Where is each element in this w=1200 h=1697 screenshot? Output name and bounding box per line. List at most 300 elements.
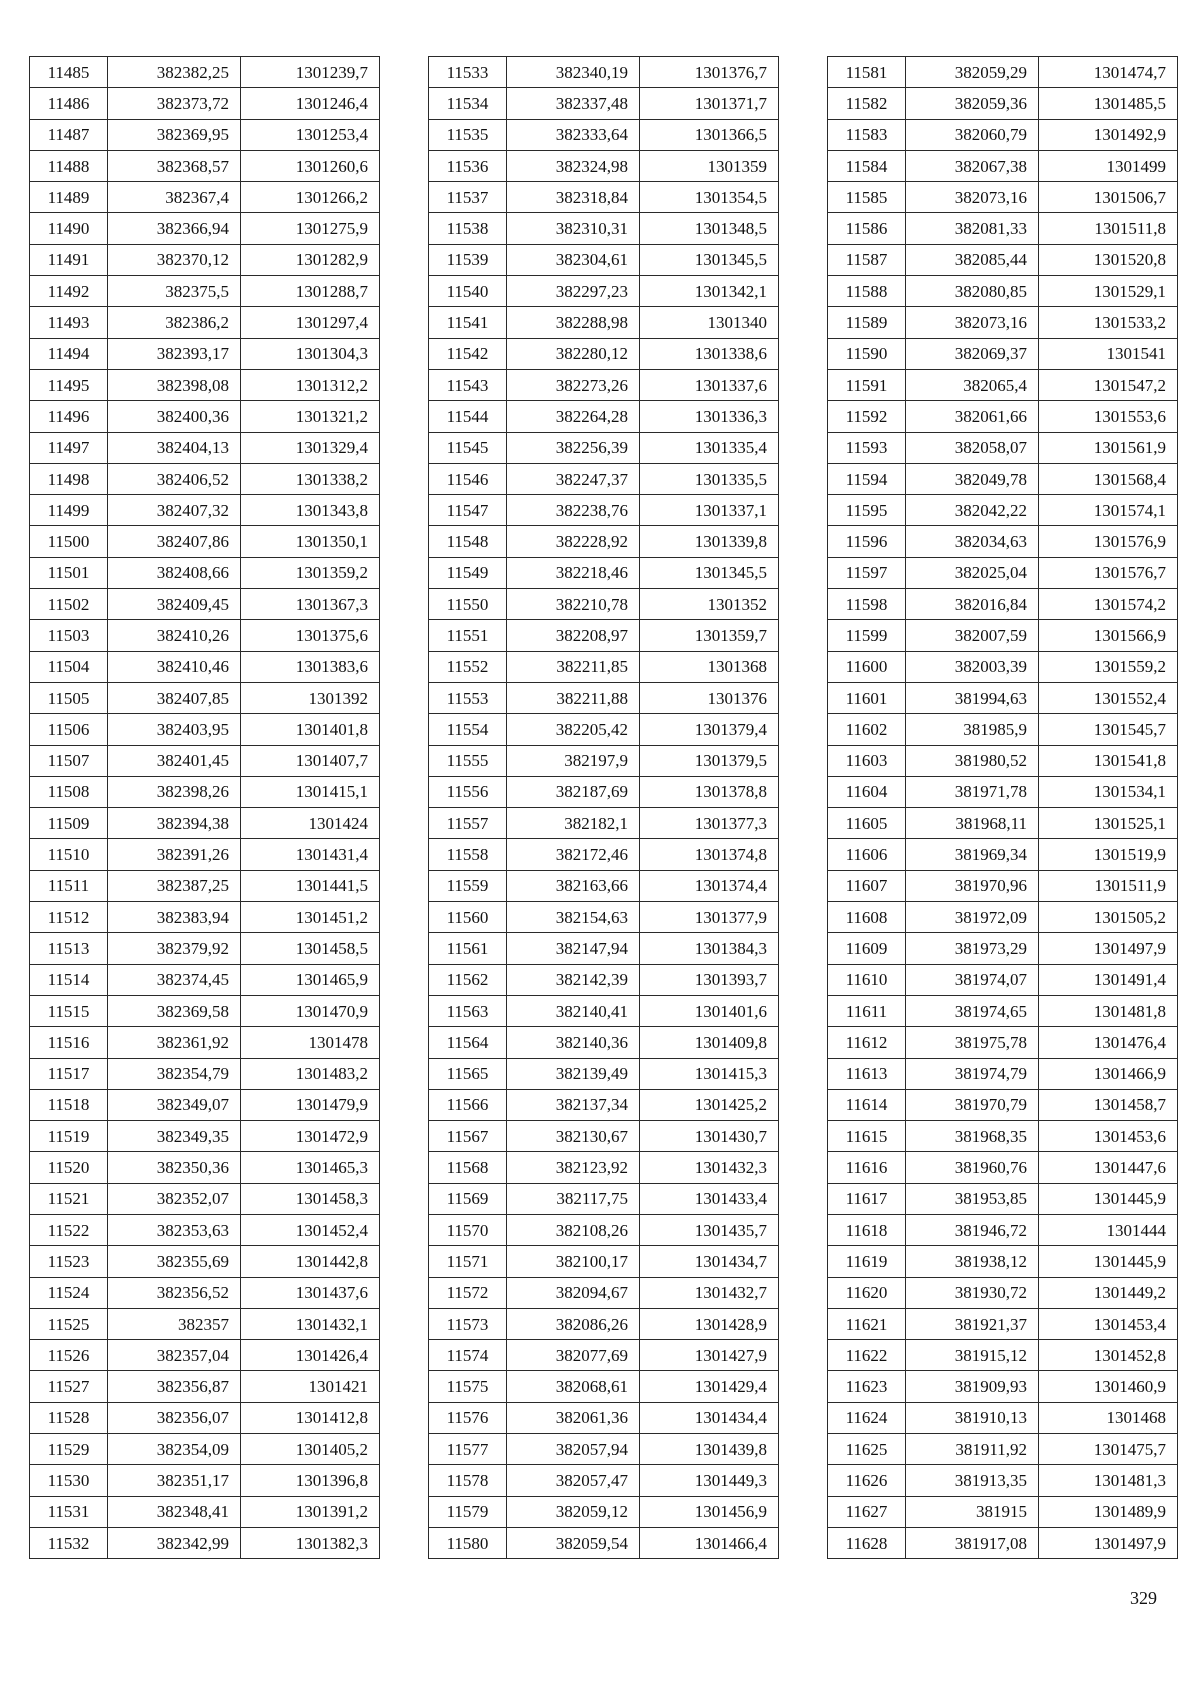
point-number-cell: 11538 xyxy=(429,213,507,244)
x-coordinate-cell: 382394,38 xyxy=(108,808,241,839)
x-coordinate-cell: 382386,2 xyxy=(108,307,241,338)
table-row xyxy=(828,369,1178,400)
y-coordinate-cell: 1301485,5 xyxy=(1039,88,1178,119)
table-row xyxy=(429,808,779,839)
table-row xyxy=(828,1027,1178,1058)
x-coordinate-cell: 382256,39 xyxy=(507,432,640,463)
x-coordinate-cell: 382016,84 xyxy=(906,589,1039,620)
y-coordinate-cell: 1301435,7 xyxy=(640,1214,779,1245)
y-coordinate-cell: 1301426,4 xyxy=(241,1340,380,1371)
y-coordinate-cell: 1301405,2 xyxy=(241,1434,380,1465)
table-row xyxy=(30,870,380,901)
point-number-cell: 11599 xyxy=(828,620,906,651)
y-coordinate-cell: 1301407,7 xyxy=(241,745,380,776)
x-coordinate-cell: 382318,84 xyxy=(507,182,640,213)
x-coordinate-cell: 382210,78 xyxy=(507,589,640,620)
table-row xyxy=(828,1527,1178,1558)
table-row xyxy=(30,1246,380,1277)
point-number-cell: 11521 xyxy=(30,1183,108,1214)
y-coordinate-cell: 1301460,9 xyxy=(1039,1371,1178,1402)
table-row xyxy=(30,557,380,588)
point-number-cell: 11567 xyxy=(429,1121,507,1152)
x-coordinate-cell: 381915,12 xyxy=(906,1340,1039,1371)
y-coordinate-cell: 1301352 xyxy=(640,589,779,620)
point-number-cell: 11526 xyxy=(30,1340,108,1371)
table-row xyxy=(429,495,779,526)
table-row xyxy=(429,745,779,776)
y-coordinate-cell: 1301374,8 xyxy=(640,839,779,870)
x-coordinate-cell: 382059,36 xyxy=(906,88,1039,119)
point-number-cell: 11576 xyxy=(429,1402,507,1433)
point-number-cell: 11546 xyxy=(429,463,507,494)
x-coordinate-cell: 381953,85 xyxy=(906,1183,1039,1214)
point-number-cell: 11489 xyxy=(30,182,108,213)
point-number-cell: 11555 xyxy=(429,745,507,776)
x-coordinate-cell: 382197,9 xyxy=(507,745,640,776)
point-number-cell: 11575 xyxy=(429,1371,507,1402)
x-coordinate-cell: 382357,04 xyxy=(108,1340,241,1371)
point-number-cell: 11560 xyxy=(429,902,507,933)
table-row xyxy=(828,88,1178,119)
x-coordinate-cell: 382042,22 xyxy=(906,495,1039,526)
x-coordinate-cell: 381985,9 xyxy=(906,714,1039,745)
table-row xyxy=(30,1152,380,1183)
point-number-cell: 11518 xyxy=(30,1089,108,1120)
table-row xyxy=(429,995,779,1026)
y-coordinate-cell: 1301497,9 xyxy=(1039,933,1178,964)
y-coordinate-cell: 1301445,9 xyxy=(1039,1246,1178,1277)
point-number-cell: 11586 xyxy=(828,213,906,244)
y-coordinate-cell: 1301449,3 xyxy=(640,1465,779,1496)
y-coordinate-cell: 1301359,2 xyxy=(241,557,380,588)
table-row xyxy=(828,1308,1178,1339)
x-coordinate-cell: 382404,13 xyxy=(108,432,241,463)
table-row xyxy=(828,964,1178,995)
point-number-cell: 11583 xyxy=(828,119,906,150)
table-row xyxy=(30,307,380,338)
x-coordinate-cell: 382352,07 xyxy=(108,1183,241,1214)
table-row xyxy=(828,1183,1178,1214)
point-number-cell: 11531 xyxy=(30,1496,108,1527)
x-coordinate-cell: 382140,41 xyxy=(507,995,640,1026)
x-coordinate-cell: 382354,09 xyxy=(108,1434,241,1465)
table-row xyxy=(429,1496,779,1527)
y-coordinate-cell: 1301456,9 xyxy=(640,1496,779,1527)
y-coordinate-cell: 1301350,1 xyxy=(241,526,380,557)
y-coordinate-cell: 1301453,6 xyxy=(1039,1121,1178,1152)
table-row xyxy=(828,213,1178,244)
point-number-cell: 11485 xyxy=(30,57,108,88)
x-coordinate-cell: 382401,45 xyxy=(108,745,241,776)
table-row xyxy=(429,839,779,870)
y-coordinate-cell: 1301430,7 xyxy=(640,1121,779,1152)
point-number-cell: 11604 xyxy=(828,776,906,807)
table-row xyxy=(429,276,779,307)
point-number-cell: 11513 xyxy=(30,933,108,964)
table-row xyxy=(828,276,1178,307)
y-coordinate-cell: 1301335,5 xyxy=(640,463,779,494)
y-coordinate-cell: 1301412,8 xyxy=(241,1402,380,1433)
x-coordinate-cell: 381915 xyxy=(906,1496,1039,1527)
table-row xyxy=(429,776,779,807)
y-coordinate-cell: 1301470,9 xyxy=(241,995,380,1026)
x-coordinate-cell: 381921,37 xyxy=(906,1308,1039,1339)
y-coordinate-cell: 1301391,2 xyxy=(241,1496,380,1527)
x-coordinate-cell: 382337,48 xyxy=(507,88,640,119)
table-row xyxy=(429,1527,779,1558)
table-row xyxy=(828,995,1178,1026)
table-row xyxy=(30,1121,380,1152)
y-coordinate-cell: 1301466,9 xyxy=(1039,1058,1178,1089)
y-coordinate-cell: 1301434,7 xyxy=(640,1246,779,1277)
table-row xyxy=(429,338,779,369)
table-row xyxy=(828,1277,1178,1308)
y-coordinate-cell: 1301437,6 xyxy=(241,1277,380,1308)
table-row xyxy=(828,1434,1178,1465)
table-row xyxy=(30,88,380,119)
point-number-cell: 11581 xyxy=(828,57,906,88)
x-coordinate-cell: 382357 xyxy=(108,1308,241,1339)
point-number-cell: 11595 xyxy=(828,495,906,526)
table-row xyxy=(828,839,1178,870)
x-coordinate-cell: 382342,99 xyxy=(108,1527,241,1558)
x-coordinate-cell: 382407,32 xyxy=(108,495,241,526)
y-coordinate-cell: 1301359 xyxy=(640,150,779,181)
y-coordinate-cell: 1301376 xyxy=(640,682,779,713)
point-number-cell: 11564 xyxy=(429,1027,507,1058)
x-coordinate-cell: 382356,07 xyxy=(108,1402,241,1433)
x-coordinate-cell: 381972,09 xyxy=(906,902,1039,933)
table-row xyxy=(828,776,1178,807)
table-row xyxy=(429,1371,779,1402)
y-coordinate-cell: 1301444 xyxy=(1039,1214,1178,1245)
table-row xyxy=(828,495,1178,526)
x-coordinate-cell: 382304,61 xyxy=(507,244,640,275)
y-coordinate-cell: 1301335,4 xyxy=(640,432,779,463)
y-coordinate-cell: 1301337,1 xyxy=(640,495,779,526)
table-row xyxy=(30,933,380,964)
point-number-cell: 11574 xyxy=(429,1340,507,1371)
x-coordinate-cell: 382100,17 xyxy=(507,1246,640,1277)
point-number-cell: 11609 xyxy=(828,933,906,964)
y-coordinate-cell: 1301574,1 xyxy=(1039,495,1178,526)
x-coordinate-cell: 382094,67 xyxy=(507,1277,640,1308)
x-coordinate-cell: 381960,76 xyxy=(906,1152,1039,1183)
point-number-cell: 11543 xyxy=(429,369,507,400)
x-coordinate-cell: 382081,33 xyxy=(906,213,1039,244)
x-coordinate-cell: 382085,44 xyxy=(906,244,1039,275)
x-coordinate-cell: 381909,93 xyxy=(906,1371,1039,1402)
table-row xyxy=(828,1152,1178,1183)
x-coordinate-cell: 382367,4 xyxy=(108,182,241,213)
table-row xyxy=(828,1371,1178,1402)
table-row xyxy=(30,839,380,870)
point-number-cell: 11503 xyxy=(30,620,108,651)
x-coordinate-cell: 382238,76 xyxy=(507,495,640,526)
table-row xyxy=(30,276,380,307)
point-number-cell: 11611 xyxy=(828,995,906,1026)
x-coordinate-cell: 382080,85 xyxy=(906,276,1039,307)
point-number-cell: 11536 xyxy=(429,150,507,181)
y-coordinate-cell: 1301574,2 xyxy=(1039,589,1178,620)
y-coordinate-cell: 1301359,7 xyxy=(640,620,779,651)
point-number-cell: 11618 xyxy=(828,1214,906,1245)
table-row xyxy=(828,870,1178,901)
point-number-cell: 11603 xyxy=(828,745,906,776)
table-row xyxy=(828,745,1178,776)
point-number-cell: 11529 xyxy=(30,1434,108,1465)
x-coordinate-cell: 382408,66 xyxy=(108,557,241,588)
table-row xyxy=(828,150,1178,181)
table-row xyxy=(828,620,1178,651)
y-coordinate-cell: 1301340 xyxy=(640,307,779,338)
point-number-cell: 11510 xyxy=(30,839,108,870)
table-row xyxy=(30,1371,380,1402)
x-coordinate-cell: 381917,08 xyxy=(906,1527,1039,1558)
x-coordinate-cell: 382059,12 xyxy=(507,1496,640,1527)
point-number-cell: 11605 xyxy=(828,808,906,839)
table-row xyxy=(30,244,380,275)
x-coordinate-cell: 382205,42 xyxy=(507,714,640,745)
x-coordinate-cell: 382086,26 xyxy=(507,1308,640,1339)
y-coordinate-cell: 1301452,8 xyxy=(1039,1340,1178,1371)
x-coordinate-cell: 382387,25 xyxy=(108,870,241,901)
table-row xyxy=(828,1121,1178,1152)
table-row xyxy=(429,182,779,213)
table-row xyxy=(828,902,1178,933)
y-coordinate-cell: 1301376,7 xyxy=(640,57,779,88)
x-coordinate-cell: 382208,97 xyxy=(507,620,640,651)
table-row xyxy=(30,902,380,933)
x-coordinate-cell: 382117,75 xyxy=(507,1183,640,1214)
x-coordinate-cell: 381970,79 xyxy=(906,1089,1039,1120)
x-coordinate-cell: 382061,36 xyxy=(507,1402,640,1433)
x-coordinate-cell: 382172,46 xyxy=(507,839,640,870)
table-row xyxy=(828,119,1178,150)
y-coordinate-cell: 1301547,2 xyxy=(1039,369,1178,400)
y-coordinate-cell: 1301442,8 xyxy=(241,1246,380,1277)
x-coordinate-cell: 382383,94 xyxy=(108,902,241,933)
x-coordinate-cell: 382049,78 xyxy=(906,463,1039,494)
table-row xyxy=(429,902,779,933)
y-coordinate-cell: 1301468 xyxy=(1039,1402,1178,1433)
point-number-cell: 11516 xyxy=(30,1027,108,1058)
x-coordinate-cell: 382280,12 xyxy=(507,338,640,369)
x-coordinate-cell: 382355,69 xyxy=(108,1246,241,1277)
x-coordinate-cell: 381973,29 xyxy=(906,933,1039,964)
y-coordinate-cell: 1301379,4 xyxy=(640,714,779,745)
point-number-cell: 11561 xyxy=(429,933,507,964)
y-coordinate-cell: 1301553,6 xyxy=(1039,401,1178,432)
x-coordinate-cell: 382065,4 xyxy=(906,369,1039,400)
table-row xyxy=(828,714,1178,745)
table-row xyxy=(429,150,779,181)
table-row xyxy=(30,651,380,682)
point-number-cell: 11572 xyxy=(429,1277,507,1308)
point-number-cell: 11511 xyxy=(30,870,108,901)
y-coordinate-cell: 1301499 xyxy=(1039,150,1178,181)
table-row xyxy=(30,964,380,995)
y-coordinate-cell: 1301425,2 xyxy=(640,1089,779,1120)
x-coordinate-cell: 382058,07 xyxy=(906,432,1039,463)
x-coordinate-cell: 382061,66 xyxy=(906,401,1039,432)
point-number-cell: 11565 xyxy=(429,1058,507,1089)
point-number-cell: 11580 xyxy=(429,1527,507,1558)
y-coordinate-cell: 1301511,9 xyxy=(1039,870,1178,901)
x-coordinate-cell: 381946,72 xyxy=(906,1214,1039,1245)
y-coordinate-cell: 1301288,7 xyxy=(241,276,380,307)
y-coordinate-cell: 1301489,9 xyxy=(1039,1496,1178,1527)
table-row xyxy=(828,1058,1178,1089)
x-coordinate-cell: 382349,35 xyxy=(108,1121,241,1152)
coordinate-table-middle xyxy=(428,56,779,1559)
x-coordinate-cell: 382034,63 xyxy=(906,526,1039,557)
y-coordinate-cell: 1301354,5 xyxy=(640,182,779,213)
point-number-cell: 11615 xyxy=(828,1121,906,1152)
y-coordinate-cell: 1301253,4 xyxy=(241,119,380,150)
table-row xyxy=(30,776,380,807)
y-coordinate-cell: 1301239,7 xyxy=(241,57,380,88)
y-coordinate-cell: 1301561,9 xyxy=(1039,432,1178,463)
point-number-cell: 11488 xyxy=(30,150,108,181)
point-number-cell: 11544 xyxy=(429,401,507,432)
table-row xyxy=(30,495,380,526)
y-coordinate-cell: 1301458,3 xyxy=(241,1183,380,1214)
x-coordinate-cell: 382391,26 xyxy=(108,839,241,870)
y-coordinate-cell: 1301392 xyxy=(241,682,380,713)
page-number: 329 xyxy=(1130,1588,1157,1608)
table-row xyxy=(30,1089,380,1120)
y-coordinate-cell: 1301432,1 xyxy=(241,1308,380,1339)
x-coordinate-cell: 382218,46 xyxy=(507,557,640,588)
table-row xyxy=(429,1183,779,1214)
point-number-cell: 11524 xyxy=(30,1277,108,1308)
table-row xyxy=(30,526,380,557)
point-number-cell: 11601 xyxy=(828,682,906,713)
table-row xyxy=(429,526,779,557)
table-row xyxy=(828,1246,1178,1277)
table-row xyxy=(429,1465,779,1496)
x-coordinate-cell: 382400,36 xyxy=(108,401,241,432)
point-number-cell: 11527 xyxy=(30,1371,108,1402)
point-number-cell: 11617 xyxy=(828,1183,906,1214)
y-coordinate-cell: 1301321,2 xyxy=(241,401,380,432)
y-coordinate-cell: 1301338,6 xyxy=(640,338,779,369)
y-coordinate-cell: 1301541,8 xyxy=(1039,745,1178,776)
table-row xyxy=(828,463,1178,494)
y-coordinate-cell: 1301433,4 xyxy=(640,1183,779,1214)
point-number-cell: 11552 xyxy=(429,651,507,682)
y-coordinate-cell: 1301497,9 xyxy=(1039,1527,1178,1558)
table-row xyxy=(30,1058,380,1089)
table-row xyxy=(30,589,380,620)
x-coordinate-cell: 382264,28 xyxy=(507,401,640,432)
point-number-cell: 11528 xyxy=(30,1402,108,1433)
table-row xyxy=(429,870,779,901)
y-coordinate-cell: 1301541 xyxy=(1039,338,1178,369)
table-row xyxy=(30,1527,380,1558)
table-row xyxy=(828,1340,1178,1371)
x-coordinate-cell: 382273,26 xyxy=(507,369,640,400)
y-coordinate-cell: 1301441,5 xyxy=(241,870,380,901)
point-number-cell: 11540 xyxy=(429,276,507,307)
table-row xyxy=(429,1214,779,1245)
y-coordinate-cell: 1301424 xyxy=(241,808,380,839)
x-coordinate-cell: 382354,79 xyxy=(108,1058,241,1089)
y-coordinate-cell: 1301378,8 xyxy=(640,776,779,807)
point-number-cell: 11582 xyxy=(828,88,906,119)
coordinate-table-left xyxy=(29,56,380,1559)
y-coordinate-cell: 1301384,3 xyxy=(640,933,779,964)
table-row xyxy=(30,182,380,213)
table-row xyxy=(429,933,779,964)
point-number-cell: 11525 xyxy=(30,1308,108,1339)
y-coordinate-cell: 1301491,4 xyxy=(1039,964,1178,995)
y-coordinate-cell: 1301246,4 xyxy=(241,88,380,119)
point-number-cell: 11553 xyxy=(429,682,507,713)
table-row xyxy=(828,57,1178,88)
y-coordinate-cell: 1301415,3 xyxy=(640,1058,779,1089)
table-row xyxy=(429,1121,779,1152)
x-coordinate-cell: 381910,13 xyxy=(906,1402,1039,1433)
point-number-cell: 11613 xyxy=(828,1058,906,1089)
point-number-cell: 11568 xyxy=(429,1152,507,1183)
y-coordinate-cell: 1301431,4 xyxy=(241,839,380,870)
point-number-cell: 11556 xyxy=(429,776,507,807)
point-number-cell: 11519 xyxy=(30,1121,108,1152)
y-coordinate-cell: 1301472,9 xyxy=(241,1121,380,1152)
point-number-cell: 11622 xyxy=(828,1340,906,1371)
x-coordinate-cell: 382369,95 xyxy=(108,119,241,150)
table-row xyxy=(828,808,1178,839)
table-row xyxy=(429,1152,779,1183)
x-coordinate-cell: 381968,35 xyxy=(906,1121,1039,1152)
y-coordinate-cell: 1301466,4 xyxy=(640,1527,779,1558)
point-number-cell: 11627 xyxy=(828,1496,906,1527)
x-coordinate-cell: 382073,16 xyxy=(906,182,1039,213)
table-row xyxy=(30,150,380,181)
x-coordinate-cell: 382142,39 xyxy=(507,964,640,995)
y-coordinate-cell: 1301479,9 xyxy=(241,1089,380,1120)
x-coordinate-cell: 382366,94 xyxy=(108,213,241,244)
table-row xyxy=(30,1027,380,1058)
x-coordinate-cell: 382123,92 xyxy=(507,1152,640,1183)
point-number-cell: 11550 xyxy=(429,589,507,620)
point-number-cell: 11571 xyxy=(429,1246,507,1277)
x-coordinate-cell: 382382,25 xyxy=(108,57,241,88)
x-coordinate-cell: 382373,72 xyxy=(108,88,241,119)
point-number-cell: 11520 xyxy=(30,1152,108,1183)
y-coordinate-cell: 1301552,4 xyxy=(1039,682,1178,713)
y-coordinate-cell: 1301377,9 xyxy=(640,902,779,933)
coordinate-table-right xyxy=(827,56,1178,1559)
table-row xyxy=(828,1465,1178,1496)
x-coordinate-cell: 382369,58 xyxy=(108,995,241,1026)
y-coordinate-cell: 1301458,7 xyxy=(1039,1089,1178,1120)
point-number-cell: 11542 xyxy=(429,338,507,369)
y-coordinate-cell: 1301475,7 xyxy=(1039,1434,1178,1465)
x-coordinate-cell: 381974,65 xyxy=(906,995,1039,1026)
point-number-cell: 11508 xyxy=(30,776,108,807)
x-coordinate-cell: 382393,17 xyxy=(108,338,241,369)
y-coordinate-cell: 1301576,7 xyxy=(1039,557,1178,588)
point-number-cell: 11515 xyxy=(30,995,108,1026)
table-row xyxy=(429,1246,779,1277)
table-row xyxy=(429,432,779,463)
point-number-cell: 11569 xyxy=(429,1183,507,1214)
x-coordinate-cell: 381974,07 xyxy=(906,964,1039,995)
point-number-cell: 11487 xyxy=(30,119,108,150)
